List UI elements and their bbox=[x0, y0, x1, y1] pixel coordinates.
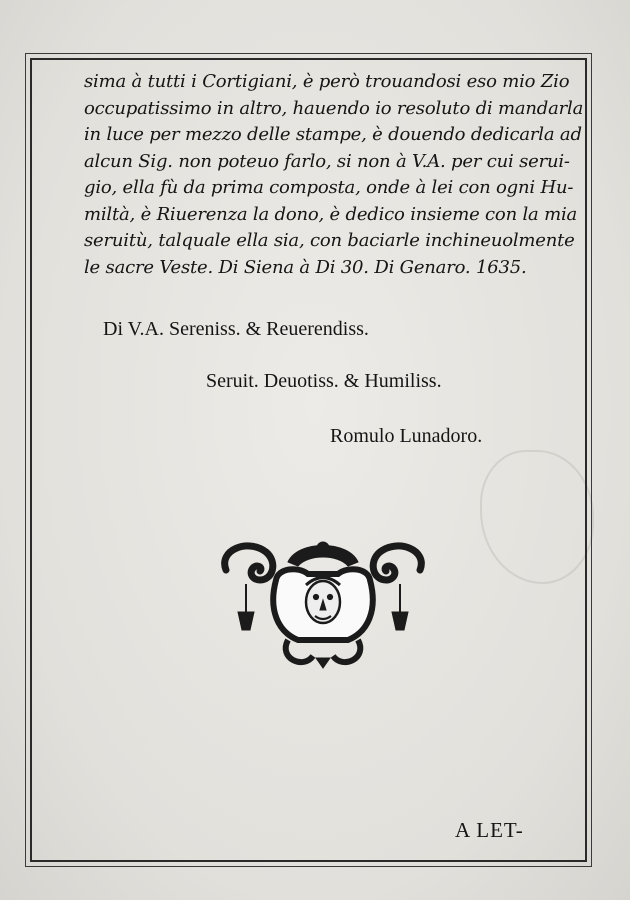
dedication-text bbox=[84, 69, 584, 281]
catchword: A LET- bbox=[455, 818, 524, 842]
grotesque-mask-cartouche-ornament-icon bbox=[218, 540, 428, 670]
text-line: seruitù, talquale ella sia, con baciarle inchineuolmente bbox=[84, 230, 575, 251]
text-line: le sacre Veste. Di Siena à Di 30. Di Genaro. 1635. bbox=[84, 256, 527, 278]
author-signature: Romulo Lunadoro. bbox=[330, 425, 483, 447]
text-line: miltà, è Riuerenza la dono, è dedico insieme con la mia bbox=[84, 203, 578, 225]
text-line: gio, ella fù da prima composta, onde à lei con ogni Hu- bbox=[84, 177, 574, 198]
closing-salutation: Di V.A. Sereniss. & Reuerendiss. bbox=[103, 318, 369, 340]
text-line: alcun Sig. non poteuo farlo, si non à V.A. per cui serui- bbox=[84, 150, 570, 172]
closing-servant: Seruit. Deuotiss. & Humiliss. bbox=[206, 370, 442, 392]
text-line: in luce per mezzo delle stampe, è douendo dedicarla ad bbox=[84, 124, 582, 145]
text-line: sima à tutti i Cortigiani, è però trouandosi eso mio Zio bbox=[84, 71, 570, 92]
text-line: occupatissimo in altro, hauendo io resoluto di mandarla bbox=[84, 97, 584, 119]
